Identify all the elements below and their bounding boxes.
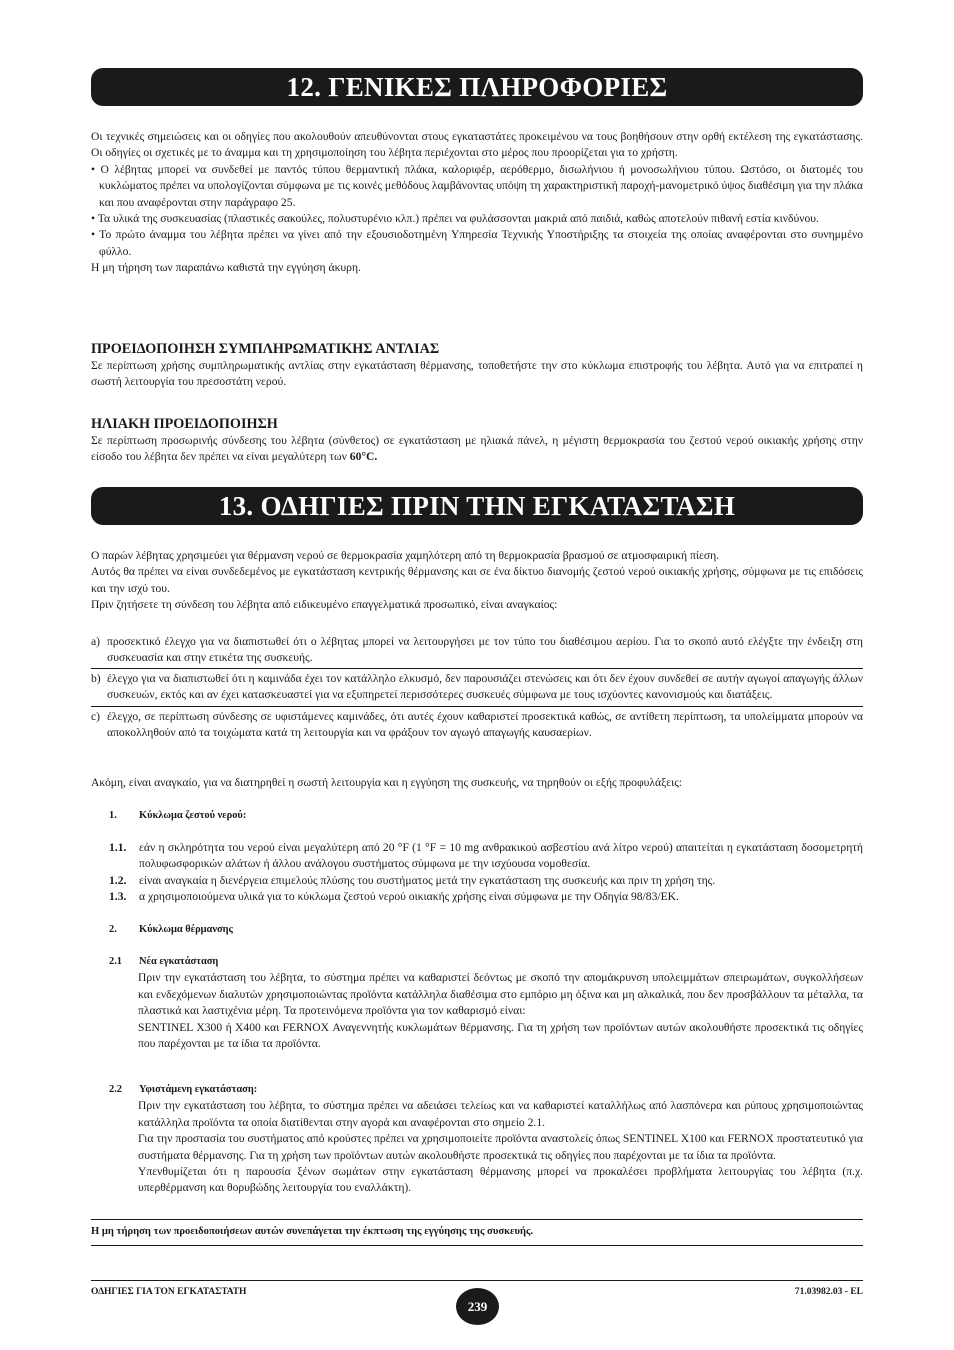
section-12-title: 12. ΓΕΝΙΚΕΣ ΠΛΗΡΟΦΟΡΙΕΣ bbox=[91, 68, 863, 106]
pump-warning-text: Σε περίπτωση χρήσης συμπληρωματικής αντλίας στην εγκατάσταση θέρμανσης, τοποθετήστε την στο κύκλωμα επιστροφής του λέβητα. Αυτό για να επιτραπεί η σωστή λειτουργία του πρεσοστάτη νερού. bbox=[91, 359, 863, 389]
numbered-item bbox=[91, 873, 863, 889]
intro-paragraph: Ο παρών λέβητας χρησιμεύει για θέρμανση νερού σε θερμοκρασία χαμηλότερη από τη θερμοκρασία βρασμού σε ατμοσφαιρική πίεση. bbox=[91, 549, 720, 562]
heading-number: 2. bbox=[109, 924, 117, 935]
heading-title: Υφιστάμενη εγκατάσταση: bbox=[139, 1084, 258, 1095]
numbered-item bbox=[91, 889, 863, 905]
numbered-heading bbox=[91, 922, 863, 938]
section-13-intro bbox=[91, 548, 863, 614]
bullet-item: • Το πρώτο άναμμα του λέβητα πρέπει να γίνει από την εξουσιοδοτημένη Υπηρεσία Τεχνικής Υποστήριξης τα στοιχεία της οποίας αναφέρονται στο συνημμένο φύλλο. bbox=[91, 228, 863, 258]
final-warning-box bbox=[91, 1219, 863, 1246]
item-text: εάν η σκληρότητα του νερού είναι μεγαλύτερη από 20 °F (1 °F = 10 mg ανθρακικού ασβεστίου ανά λίτρο νερού) απαιτείται η εγκατάσταση δοσομετρητή πολυφωσφορικών αλάτων ή άλλου ανάλογου συστήματος σύμφωνα με την ισχύουσα νομοθεσία. bbox=[139, 841, 863, 871]
intro-paragraph: Αυτός θα πρέπει να είναι συνδεδεμένος με εγκατάσταση κεντρικής θέρμανσης και σε ένα δίκτυο διανομής ζεστού νερού οικιακής χρήσης, σύμφωνα με τις επιδόσεις και την ισχύ του. bbox=[91, 565, 863, 595]
existing-installation bbox=[91, 1082, 863, 1197]
check-item-c bbox=[91, 707, 863, 742]
check-item-b bbox=[91, 669, 863, 707]
heading-number: 1. bbox=[109, 810, 117, 821]
existing-installation-text: Πριν την εγκατάσταση του λέβητα, το σύστημα πρέπει να αδειάσει τελείως και να καθαριστεί καταλλήλως από λασπόνερα και ρύπους χρησιμοποιώντας κατάλληλα προϊόντα τα οποία διατίθενται στην αγορά και αναφέρονται στο σημείο 2.1. bbox=[138, 1099, 863, 1129]
existing-installation-protection: Για την προστασία του συστήματος από κρούστες πρέπει να χρησιμοποιείτε προϊόντα αναστολείς όπως SENTINEL X100 και FERNOX προστατευτικό για συστήματα θέρμανσης. Για τη χρήση των προϊόντων αυτών ακολουθήστε προσεκτικά τις οδηγίες που παρέχονται με τα ίδια τα προϊόντα. bbox=[138, 1132, 863, 1162]
check-text: προσεκτικό έλεγχο για να διαπιστωθεί ότι ο λέβητας μπορεί να λειτουργήσει με τον τύπο του διαθέσιμου αερίου. Για το σκοπό αυτό ελέγξτε την ένδειξη στη συσκευασία και στην ετικέτα της συσκευής. bbox=[107, 635, 863, 665]
solar-warning-title: ΗΛΙΑΚΗ ΠΡΟΕΙΔΟΠΟΙΗΣΗ bbox=[91, 416, 278, 432]
heating-circuit-heading bbox=[91, 922, 863, 938]
numbered-heading bbox=[91, 954, 863, 970]
solar-warning-text bbox=[91, 433, 863, 466]
numbered-heading bbox=[91, 1082, 863, 1098]
page-number: 239 bbox=[456, 1288, 499, 1325]
existing-installation-reminder: Υπενθυμίζεται ότι η παρουσία ξένων σωμάτων στην εγκατάσταση θέρμανσης μπορεί να προκαλέσει προβλήματα λειτουργίας του λέβητα (π.χ. υπερθέρμανση και θορυβώδης λειτουργία του εναλλάκτη). bbox=[138, 1165, 863, 1195]
item-number: 1.3. bbox=[109, 890, 127, 904]
item-text: α χρησιμοποιούμενα υλικά για το κύκλωμα ζεστού νερού οικιακής χρήσης είναι σύμφωνα με την Οδηγία 98/83/ΕΚ. bbox=[139, 890, 679, 904]
heading-number: 2.1 bbox=[109, 956, 122, 967]
warranty-note: Η μη τήρηση των παραπάνω καθιστά την εγγύηση άκυρη. bbox=[91, 261, 361, 275]
item-number: 1.2. bbox=[109, 873, 127, 887]
pump-warning bbox=[91, 341, 863, 391]
bullet-item: • Ο λέβητας μπορεί να συνδεθεί με παντός τύπου θερμαντική πλάκα, καλοριφέρ, αερόθερμο, δισωλήνιου ή μονοσωλήνιου τύπου. Ωστόσο, οι διατομές του κυκλώματος πρέπει να υπολογίζονται σύμφωνα με τις κοινές μεθόδους λαμβάνοντας υπόψη τη χαρακτηριστική παροχή-μανομετρικό ύψος διαθέσιμη για την πλάκα και που αναφέρονται στην παράγραφο 25. bbox=[91, 162, 863, 209]
precautions-intro: Ακόμη, είναι αναγκαίο, για να διατηρηθεί η σωστή λειτουργία και η εγγύηση της συσκευής, να τηρηθούν οι εξής προφυλάξεις: bbox=[91, 776, 683, 789]
final-warning: Η μη τήρηση των προειδοποιήσεων αυτών συνεπάγεται την έκπτωση της εγγύησης της συσκευής. bbox=[91, 1226, 534, 1237]
numbered-heading bbox=[91, 808, 863, 824]
section-13-title: 13. ΟΔΗΓΙΕΣ ΠΡΙΝ ΤΗΝ ΕΓΚΑΤΑΣΤΑΣΗ bbox=[91, 487, 863, 525]
hot-water-circuit-heading bbox=[91, 808, 863, 824]
heading-title: Κύκλωμα θέρμανσης bbox=[139, 924, 233, 935]
new-installation-products: SENTINEL X300 ή X400 και FERNOX Αναγεννητής κυκλωμάτων θέρμανσης. Για τη χρήση των προϊόντων αυτών ακολουθήστε προσεκτικά τις οδηγίες που παρέχονται με τα ίδια τα προϊόντα. bbox=[138, 1020, 863, 1051]
check-label: a) bbox=[91, 635, 101, 648]
solar-max-temp: 60°C. bbox=[349, 450, 378, 464]
check-list bbox=[91, 634, 863, 741]
heading-title: Νέα εγκατάσταση bbox=[139, 956, 219, 967]
new-installation-text: Πριν την εγκατάσταση του λέβητα, το σύστημα πρέπει να καθαριστεί δεόντως με σκοπό την απομάκρυνση υπολειμμάτων σπειρωμάτων, συγκολλήσεων και ενδεχόμενων διαλυτών χρησιμοποιώντας προϊόντα κατάλληλα διαθέσιμα στο εμπόριο μη όξινα και μη αλκαλικά, που δεν προσβάλλουν τα μέταλλα, τα πλαστικά και λαστιχένια μέρη. Τα προτεινόμενα προϊόντα για τον καθαρισμό είναι: bbox=[138, 971, 863, 1018]
heading-number: 2.2 bbox=[109, 1084, 122, 1095]
check-text: έλεγχο για να διαπιστωθεί ότι η καμινάδα έχει τον κατάλληλο ελκυσμό, δεν παρουσιάζει στενώσεις και ότι δεν έχουν συνδεθεί σε αυτήν αγωγοί απαγωγής άλλων συσκευών, εκτός και αν έχει κατασκευαστεί για να εξυπηρετεί περισσότερες συσκευές σύμφωνα με τους ισχύοντες κανονισμούς και διατάξεις. bbox=[107, 671, 863, 702]
pump-warning-title: ΠΡΟΕΙΔΟΠΟΙΗΣΗ ΣΥΜΠΛΗΡΩΜΑΤΙΚΗΣ ΑΝΤΛΙΑΣ bbox=[91, 341, 440, 357]
new-installation bbox=[91, 954, 863, 1052]
solar-warning bbox=[91, 416, 863, 466]
check-label: b) bbox=[91, 671, 101, 685]
footer-left: ΟΔΗΓΙΕΣ ΓΙΑ ΤΟΝ ΕΓΚΑΤΑΣΤΑΤΗ bbox=[91, 1287, 247, 1297]
section-12-intro: Οι τεχνικές σημειώσεις και οι οδηγίες που ακολουθούν απευθύνονται στους εγκαταστάτες προκειμένου να τους βοηθήσουν στην ορθή εκτέλεση της εγκατάστασης. Οι οδηγίες οι σχετικές με το άναμμα και τη χρησιμοποίηση του λέβητα περιέχονται στο μέρος που προορίζεται για το χρήστη. bbox=[91, 130, 863, 160]
item-text: είναι αναγκαία η διενέργεια επιμελούς πλύσης του συστήματος μετά την εγκατάσταση της συσκευής και πριν τη χρήση της. bbox=[139, 873, 716, 887]
intro-paragraph: Πριν ζητήσετε τη σύνδεση του λέβητα από ειδικευμένο επαγγελματικά προσωπικό, είναι αναγκαίος: bbox=[91, 598, 558, 612]
check-item-a bbox=[91, 634, 863, 669]
bullet-item: • Τα υλικά της συσκευασίας (πλαστικές σακούλες, πολυστυρένιο κλπ.) πρέπει να φυλάσσονται μακριά από παιδιά, καθώς αποτελούν πιθανή εστία κινδύνου. bbox=[91, 212, 819, 226]
check-text: έλεγχο, σε περίπτωση σύνδεσης σε υφιστάμενες καμινάδες, ότι αυτές έχουν καθαριστεί προσεκτικά καθώς, σε αντίθετη περίπτωση, τα υπολείμματα μπορούν να αποκολληθούν από τα τοιχώματα κατά τη λειτουργία και να φράξουν τον αγωγό απαγωγής καυσαερίων. bbox=[107, 709, 863, 740]
hot-water-circuit-items bbox=[91, 840, 863, 906]
footer-divider bbox=[91, 1280, 863, 1281]
solar-warning-body: Σε περίπτωση προσωρινής σύνδεσης του λέβητα (σύνθετος) σε εγκατάσταση με ηλιακά πάνελ, η μέγιστη θερμοκρασία του ζεστού νερού οικιακής χρήσης στην είσοδο του λέβητα δεν πρέπει να είναι μεγαλύτερη των bbox=[91, 434, 863, 464]
numbered-item bbox=[91, 840, 863, 873]
check-label: c) bbox=[91, 709, 101, 723]
footer-right: 71.03982.03 - EL bbox=[794, 1287, 863, 1297]
section-12-body bbox=[91, 129, 863, 277]
item-number: 1.1. bbox=[109, 841, 127, 854]
heading-title: Κύκλωμα ζεστού νερού: bbox=[139, 810, 247, 821]
